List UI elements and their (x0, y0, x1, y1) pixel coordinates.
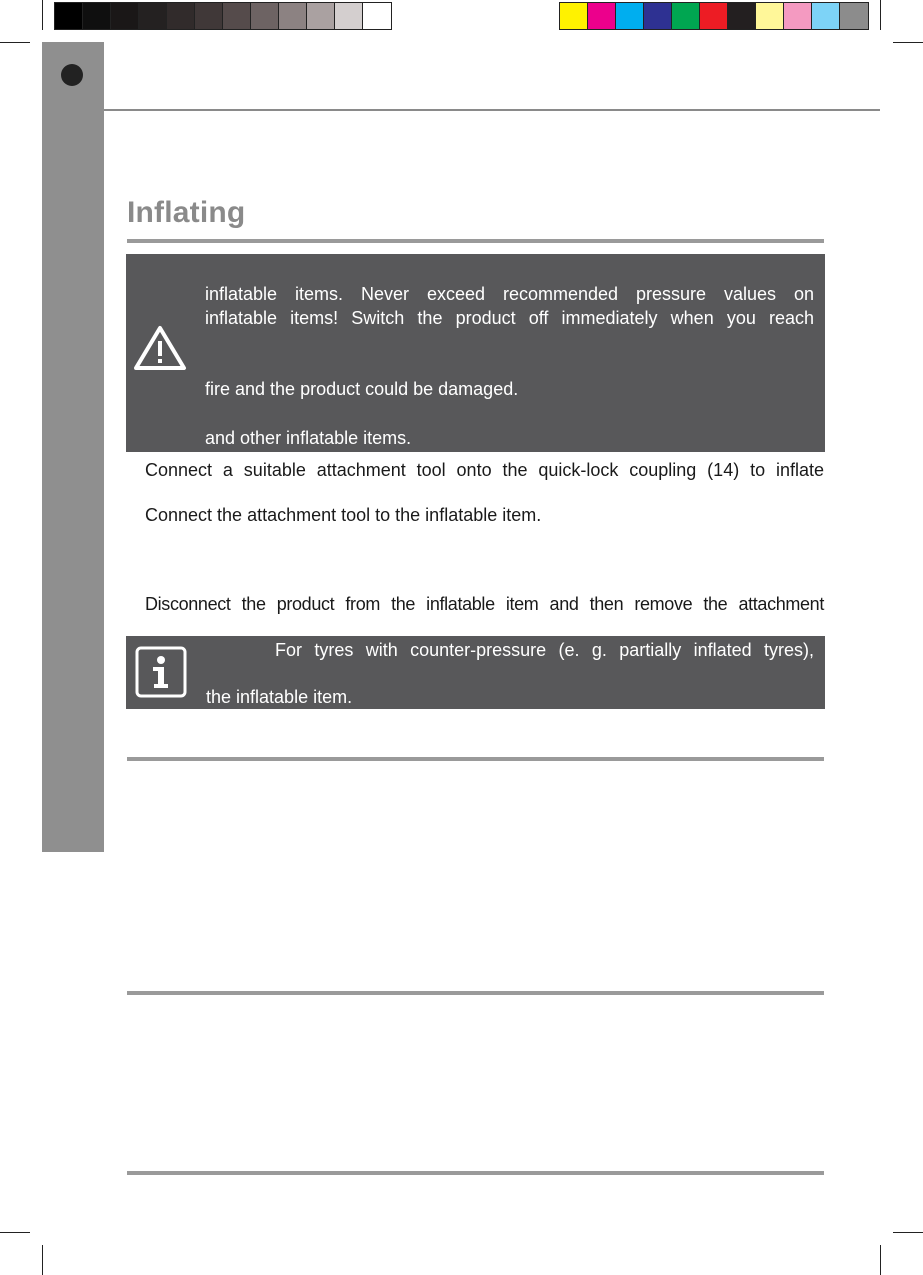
color-swatch (279, 3, 307, 29)
color-swatch (83, 3, 111, 29)
grayscale-calibration-bar (54, 2, 392, 30)
color-swatch (644, 3, 672, 29)
crop-mark (0, 1232, 30, 1233)
color-swatch (756, 3, 784, 29)
color-swatch (812, 3, 840, 29)
crop-mark (893, 42, 923, 43)
warning-line: fire and the product could be damaged. (205, 379, 519, 399)
warning-line: inflatable items! Switch the product off immediately when you reach (205, 308, 814, 328)
crop-mark (880, 0, 881, 30)
color-swatch (784, 3, 812, 29)
info-line: For tyres with counter-pressure (e. g. partially inflated tyres), (275, 640, 814, 660)
info-icon (135, 646, 187, 698)
info-line: the inflatable item. (206, 687, 353, 707)
section-rule (127, 1171, 824, 1175)
color-swatch (307, 3, 335, 29)
color-swatch (223, 3, 251, 29)
color-swatch (616, 3, 644, 29)
color-swatch (251, 3, 279, 29)
section-rule (127, 757, 824, 761)
crop-mark (42, 0, 43, 30)
warning-line: inflatable items. Never exceed recommended pressure values on (205, 284, 814, 304)
crop-mark (0, 42, 30, 43)
step-text: Connect the attachment tool to the inflatable item. (145, 505, 542, 525)
section-rule (127, 991, 824, 995)
section-title: Inflating (127, 196, 246, 229)
color-swatch (840, 3, 868, 29)
color-swatch (335, 3, 363, 29)
color-swatch (139, 3, 167, 29)
warning-line: and other inflatable items. (205, 428, 412, 448)
color-swatch (363, 3, 391, 29)
color-swatch (167, 3, 195, 29)
color-swatch (672, 3, 700, 29)
crop-mark (880, 1245, 881, 1275)
side-tab (42, 42, 104, 852)
title-underline (127, 239, 824, 243)
color-swatch (560, 3, 588, 29)
color-swatch (55, 3, 83, 29)
warning-triangle-icon (133, 324, 187, 372)
step-text: Connect a suitable attachment tool onto the quick-lock coupling (14) to inflate (145, 460, 824, 480)
color-swatch (700, 3, 728, 29)
color-swatch (728, 3, 756, 29)
crop-mark (893, 1232, 923, 1233)
header-rule (104, 109, 880, 111)
step-text: Disconnect the product from the inflatable item and then remove the attachment (145, 594, 824, 614)
color-swatch (111, 3, 139, 29)
color-swatch (195, 3, 223, 29)
color-swatch (588, 3, 616, 29)
color-calibration-bar (559, 2, 869, 30)
page-marker-dot (61, 64, 83, 86)
crop-mark (42, 1245, 43, 1275)
